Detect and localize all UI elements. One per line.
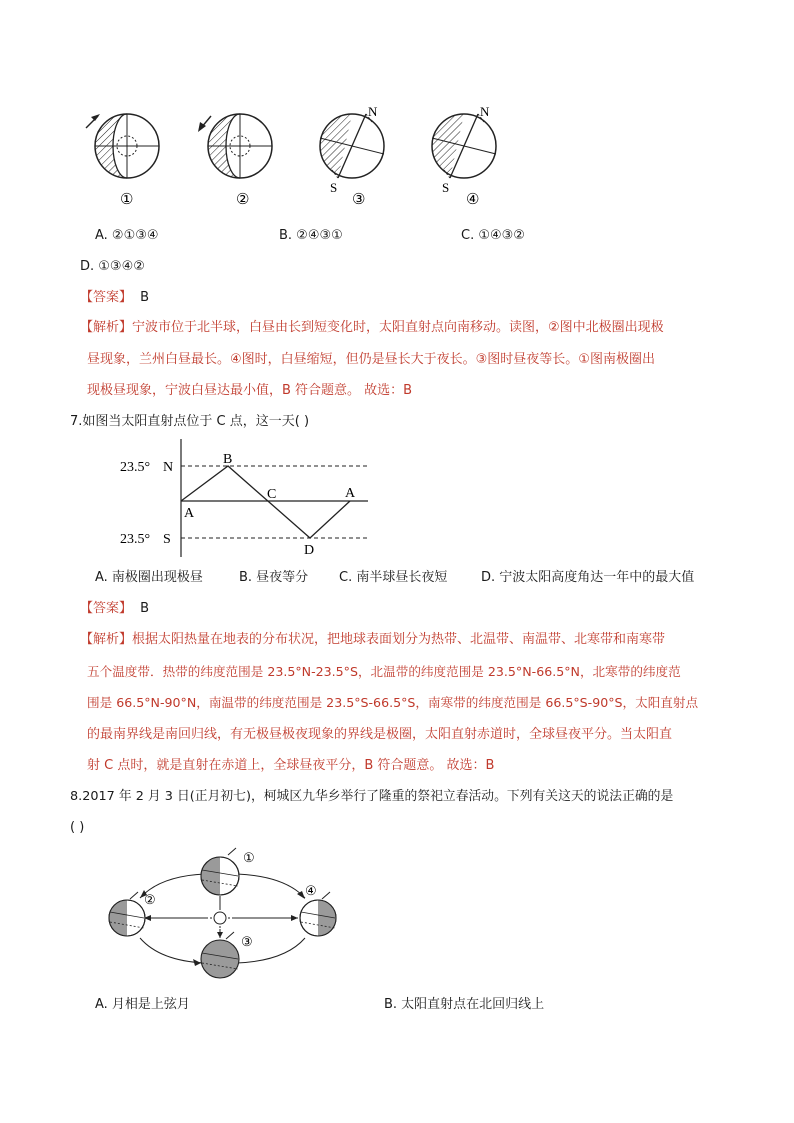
lat-bottom-label: 23.5° <box>120 532 151 547</box>
earth-3 <box>201 932 239 978</box>
earth-1-label: ① <box>243 850 255 865</box>
globe-4-label: ④ <box>466 192 480 208</box>
q8-stem-line-1: 8.2017 年 2 月 3 日(正月初七)，柯城区九华乡举行了隆重的祭祀立春活动。下列有关这天的说法正确的是 <box>70 789 674 804</box>
point-d: D <box>304 543 315 558</box>
q7-sun-path-figure <box>110 437 380 562</box>
globe-3-n-label: N <box>368 104 378 119</box>
earth-2 <box>109 892 145 936</box>
q7-analysis-line-1 <box>80 630 665 650</box>
globe-4 <box>432 114 496 178</box>
earth-2-label: ② <box>144 892 156 907</box>
globe-1-label: ① <box>120 192 134 208</box>
answer-value: B <box>140 601 150 616</box>
q8-stem-line-2: ( ) <box>70 820 85 835</box>
q7-option-c[interactable]: C. 南半球昼长夜短 <box>339 570 448 585</box>
q8-orbit-figure <box>100 846 350 981</box>
q6-option-b[interactable]: B. ②④③① <box>279 228 343 243</box>
q7-option-b[interactable]: B. 昼夜等分 <box>239 570 309 585</box>
globe-3 <box>320 114 384 178</box>
s-label: S <box>163 532 171 547</box>
q6-analysis-line-3: 现极昼现象，宁波白昼达最小值，B 符合题意。 故选：B <box>87 383 413 398</box>
q8-option-b[interactable]: B. 太阳直射点在北回归线上 <box>384 997 545 1012</box>
earth-4 <box>300 892 336 936</box>
point-a-right: A <box>345 486 356 501</box>
analysis-text: 宁波市位于北半球，白昼由长到短变化时，太阳直射点向南移动。读图，②图中北极圈出现极 <box>132 320 664 335</box>
q7-answer <box>80 599 149 619</box>
analysis-tag: 【解析】 <box>80 632 133 647</box>
q6-option-d[interactable]: D. ①③④② <box>80 259 145 274</box>
q7-stem: 7.如图当太阳直射点位于 C 点，这一天( ) <box>70 414 310 429</box>
q6-analysis-line-1 <box>80 318 664 338</box>
q7-option-a[interactable]: A. 南极圈出现极昼 <box>95 570 203 585</box>
globe-2 <box>198 114 272 178</box>
point-c: C <box>267 487 277 502</box>
q7-analysis-line-4: 的最南界线是南回归线，有无极昼极夜现象的界线是极圈，太阳直射赤道时，全球昼夜平分。当太阳直 <box>87 727 673 742</box>
analysis-text: 根据太阳热量在地表的分布状况，把地球表面划分为热带、北温带、南温带、北寒带和南寒带 <box>132 632 666 647</box>
q6-analysis-line-2: 昼现象，兰州白昼最长。④图时，白昼缩短，但仍是昼长大于夜长。③图时昼夜等长。①图南极圈出 <box>87 352 655 367</box>
answer-tag: 【答案】 <box>80 290 133 305</box>
point-a-left: A <box>184 506 195 521</box>
globe-3-label: ③ <box>352 192 366 208</box>
answer-tag: 【答案】 <box>80 601 133 616</box>
earth-3-label: ③ <box>241 934 253 949</box>
lat-top-label: 23.5° <box>120 460 151 475</box>
q7-analysis-line-2: 五个温度带．热带的纬度范围是 23.5°N-23.5°S，北温带的纬度范围是 23.5°N-66.5°N，北寒带的纬度范 <box>87 664 681 679</box>
globe-1 <box>86 114 159 178</box>
q7-option-d[interactable]: D. 宁波太阳高度角达一年中的最大值 <box>481 570 695 585</box>
sun-icon <box>210 908 230 928</box>
q6-answer <box>80 288 149 308</box>
q7-analysis-line-3: 围是 66.5°N-90°N，南温带的纬度范围是 23.5°S-66.5°S，南寒带的纬度范围是 66.5°S-90°S，太阳直射点 <box>87 695 699 710</box>
q6-globes-figure <box>76 98 516 210</box>
earth-4-label: ④ <box>305 883 317 898</box>
q6-option-c[interactable]: C. ①④③② <box>461 228 525 243</box>
globe-4-s-label: S <box>442 180 450 195</box>
n-label: N <box>163 460 174 475</box>
globe-4-n-label: N <box>480 104 490 119</box>
q7-analysis-line-5: 射 C 点时，就是直射在赤道上，全球昼夜平分，B 符合题意。 故选：B <box>87 758 495 773</box>
q6-option-a[interactable]: A. ②①③④ <box>95 228 159 243</box>
analysis-tag: 【解析】 <box>80 320 133 335</box>
globe-2-label: ② <box>236 192 250 208</box>
globe-3-s-label: S <box>330 180 338 195</box>
answer-value: B <box>140 290 150 305</box>
earth-1 <box>201 848 239 895</box>
point-b: B <box>223 452 233 467</box>
q8-option-a[interactable]: A. 月相是上弦月 <box>95 997 190 1012</box>
